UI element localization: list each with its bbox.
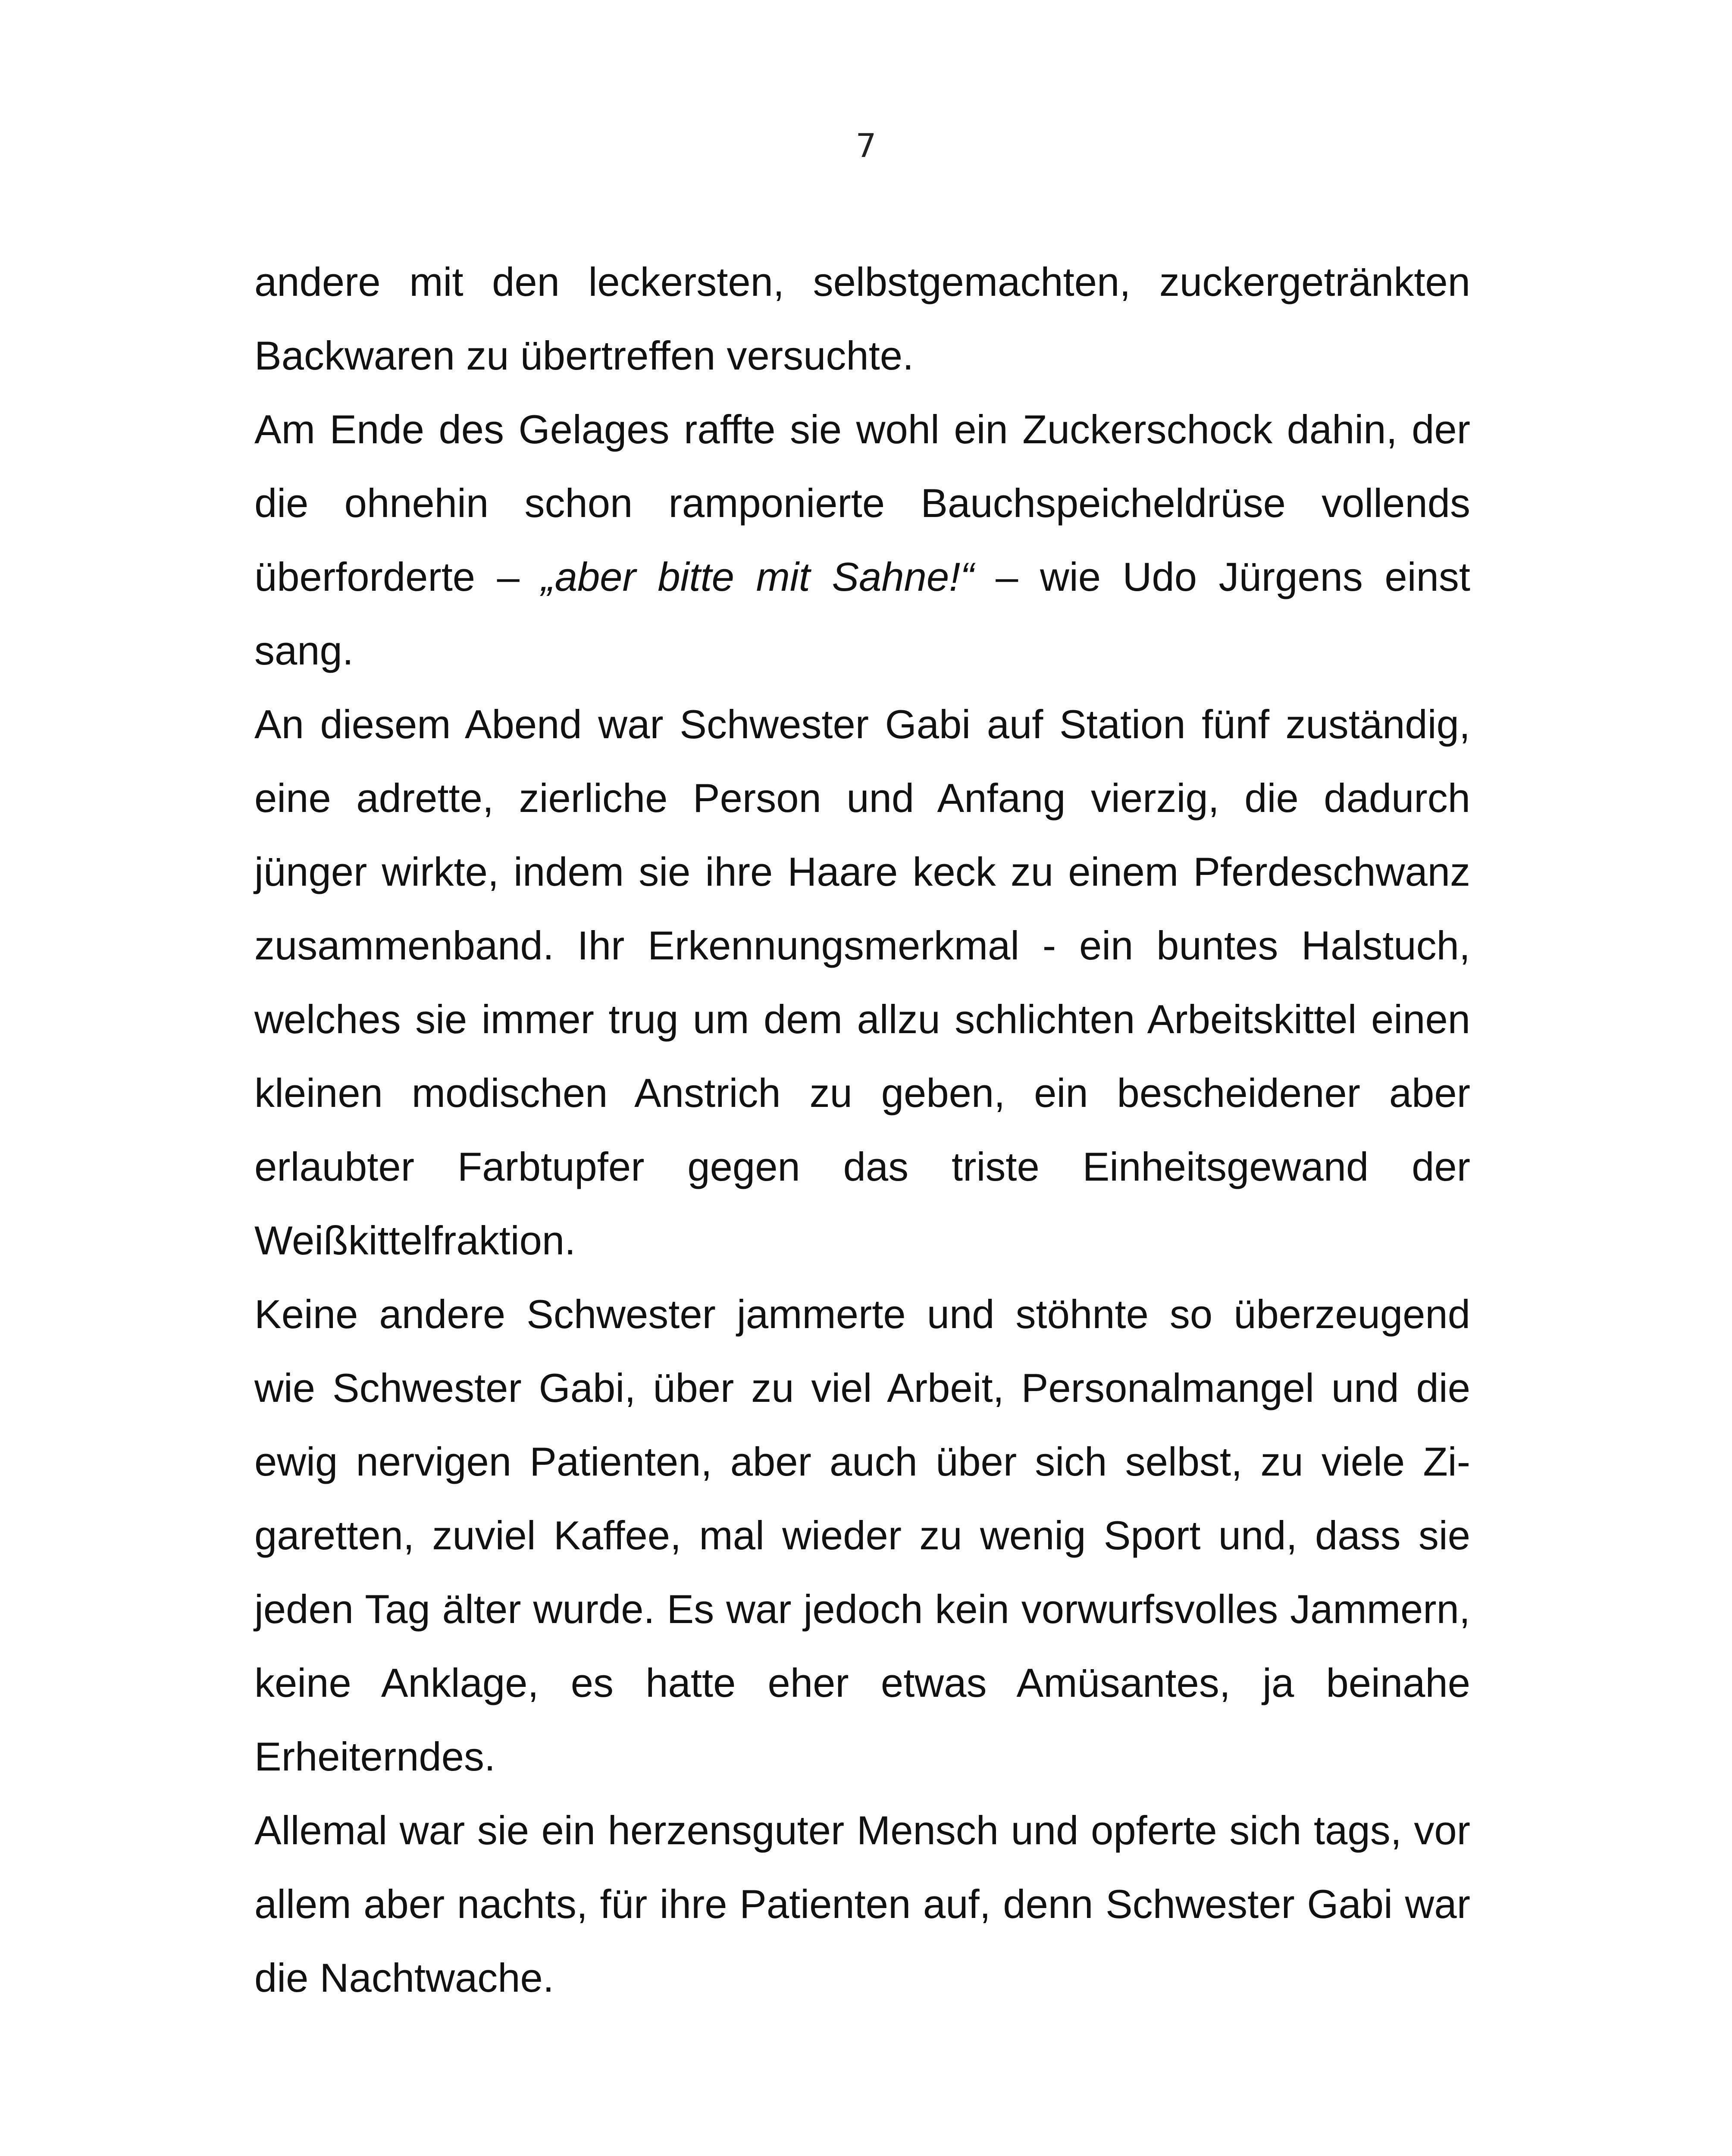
paragraph-2-text-start: Am Ende des Gelages raffte sie wohl ein Zuckerschock dahin, der die ohnehin schon ramponierte Bauchspeicheldrüse vollends überforderte – (254, 407, 1470, 599)
paragraph-1 (254, 245, 1470, 392)
paragraph-4-text: Keine andere Schwester jammerte und stöhnte so überzeugend wie Schwester Gabi, über zu viel Arbeit, Personalmangel und die ewig nervigen Patienten, aber auch über sich selbst, zu viele Zigaretten, zuviel Kaffee, mal wieder zu wenig Sport und, dass sie jeden Tag älter wurde. Es war jedoch kein vorwurfsvolles Jammern, keine Anklage, es hatte eher etwas Amüsantes, ja beinahe Erheiterndes. (254, 1291, 1470, 1779)
paragraph-2 (254, 392, 1470, 687)
paragraph-5 (254, 1793, 1470, 2015)
paragraph-1-text: andere mit den leckersten, selbstgemachten, zuckergetränkten Backwaren zu übertreffen versuchte. (254, 259, 1470, 378)
paragraph-4 (254, 1277, 1470, 1793)
page-number: 7 (855, 126, 877, 165)
paragraph-3-text: An diesem Abend war Schwester Gabi auf Station fünf zuständig, eine adrette, zierliche Person und Anfang vierzig, die dadurch jünger wirkte, indem sie ihre Haare keck zu einem Pferdeschwanz zusammenband. Ihr Erkennungsmerkmal - ein buntes Halstuch, welches sie immer trug um dem allzu schlichten Arbeitskittel einen kleinen modischen Anstrich zu geben, ein bescheidener aber erlaubter Farbtupfer gegen das triste Einheitsgewand der Weißkittelfraktion. (254, 702, 1470, 1263)
song-quote: „aber bitte mit Sahne!“ (541, 554, 974, 599)
paragraph-5-text: Allemal war sie ein herzensguter Mensch und opferte sich tags, vor allem aber nachts, für ihre Patienten auf, denn Schwester Gabi war die Nachtwache. (254, 1808, 1470, 2000)
paragraph-3 (254, 687, 1470, 1277)
body-text (254, 245, 1470, 2015)
paragraph-2-text-end: – wie Udo Jürgens einst sang. (254, 554, 1470, 673)
